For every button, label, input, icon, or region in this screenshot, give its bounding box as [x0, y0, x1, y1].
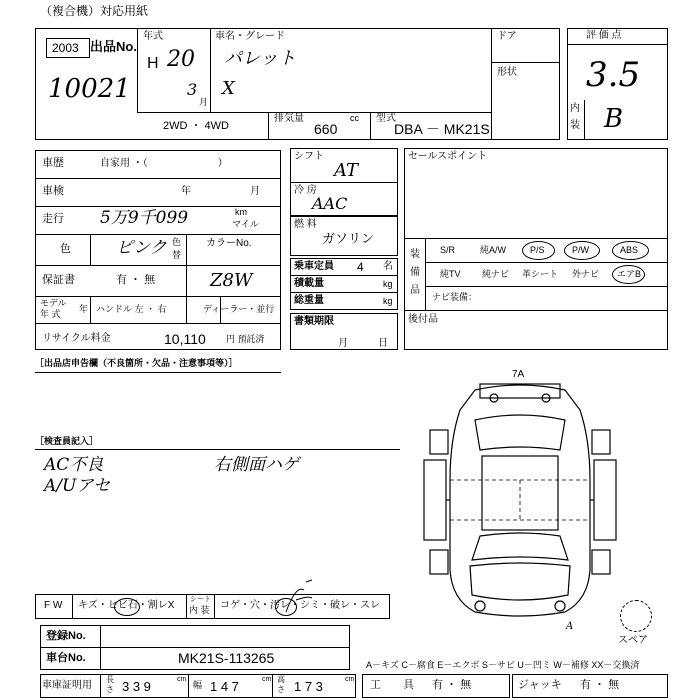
- width-value: 1 4 7: [210, 679, 239, 694]
- capacity-unit: 名: [383, 261, 393, 272]
- month-unit: 月: [199, 97, 209, 107]
- equip-alloy-wheel: 純A/W: [480, 245, 506, 255]
- drive-type: 2WD ・ 4WD: [163, 120, 229, 132]
- shape-label: 形状: [497, 67, 517, 78]
- jack-label: ジャッキ: [518, 679, 562, 691]
- seat-options: コゲ・穴・汚レ・シミ・破レ・スレ: [220, 600, 380, 611]
- rear-panel: [480, 384, 560, 398]
- rear-left-wheel: [430, 430, 448, 454]
- model-year-label-1: モデル: [40, 298, 67, 308]
- equip-navi: 純ナビ: [482, 269, 510, 279]
- displacement-unit: cc: [350, 113, 359, 123]
- jack-options: 有 ・ 無: [580, 679, 620, 691]
- hood: [470, 563, 570, 600]
- warranty-label: 保証書: [42, 274, 75, 286]
- capacity-label: 乗車定員: [294, 261, 334, 272]
- grade-label: 評 価 点: [586, 30, 622, 41]
- rear-window: [475, 415, 565, 450]
- recycle-fee: 10,110: [164, 331, 206, 347]
- lot-stamp-value: 2003: [52, 41, 79, 55]
- interior-grade: B: [604, 104, 624, 134]
- front-left-wheel: [430, 550, 448, 574]
- fuel-value: ガソリン: [322, 231, 375, 246]
- era: H: [147, 55, 159, 72]
- height-unit: cm: [345, 676, 355, 683]
- declaration-label: ［出品店申告欄（不良箇所・欠品・注意事項等）］: [35, 358, 238, 368]
- spare-label: スペア: [618, 635, 648, 646]
- grade-score: 3.5: [586, 55, 641, 95]
- warranty-options: 有 ・ 無: [116, 274, 156, 286]
- windshield: [472, 533, 568, 560]
- color-change-label-2: 替: [172, 250, 182, 260]
- mileage-unit-mile: マイル: [232, 219, 259, 229]
- ac-label: 冷 房: [294, 185, 317, 196]
- shift-label: シフト: [294, 151, 324, 162]
- handle-options: ハンドル 左 ・ 右: [96, 304, 167, 314]
- interior-label-1: 内: [570, 103, 580, 114]
- fw-label: F W: [44, 600, 63, 611]
- pen-scribble: [282, 578, 322, 618]
- tools-label: 工 具: [370, 679, 414, 691]
- rear-right-wheel: [592, 430, 610, 454]
- equip-label-3: 品: [410, 285, 420, 296]
- model-value: DBA － MK21S: [394, 121, 490, 137]
- lot-stamp: [46, 38, 90, 58]
- displacement-value: 660: [314, 121, 338, 137]
- fw-options: キズ・ヒビ石・割レX: [78, 600, 175, 611]
- inspector-note-ac: AC不良: [44, 455, 104, 475]
- lot-number: 10021: [48, 74, 131, 104]
- chassis-label: 車台No.: [46, 652, 86, 664]
- weight-label: 総重量: [294, 295, 324, 306]
- color-no-label: カラーNo.: [206, 238, 252, 249]
- door-label: ドア: [497, 31, 517, 42]
- seat-label-2: 内 装: [189, 605, 210, 615]
- mileage-label: 走行: [42, 213, 64, 225]
- inspector-note-au: A/Uアセ: [44, 476, 111, 496]
- chassis-value: MK21S-113265: [178, 650, 275, 666]
- car-name: パレット: [224, 48, 296, 69]
- history-value: 自家用 ・（ ）: [100, 158, 228, 169]
- car-grade: X: [222, 78, 235, 99]
- model-year-unit: 年: [79, 304, 89, 314]
- capacity-value: 4: [357, 260, 364, 274]
- equip-sunroof: S/R: [440, 245, 456, 255]
- name-label: 車名・グレード: [215, 31, 285, 42]
- recycle-label: リサイクル料金: [42, 333, 111, 344]
- equip-power-window: P/W: [572, 245, 589, 255]
- diagram-bottom-mark: A: [566, 621, 574, 632]
- width-unit: cm: [262, 676, 272, 683]
- left-side-panel: [424, 460, 446, 540]
- sales-point-label: セールスポイント: [408, 151, 488, 162]
- equip-airbag: エアB: [617, 269, 642, 279]
- navi-label: ナビ装備：: [432, 292, 478, 302]
- length-label-2: さ: [106, 685, 114, 694]
- aftermarket-label: 後付品: [408, 314, 438, 325]
- docs-unit: 月 日: [338, 338, 388, 349]
- length-value: 3 3 9: [122, 679, 151, 694]
- model-year-label-2: 年 式: [40, 309, 61, 319]
- tools-options: 有 ・ 無: [432, 679, 472, 691]
- equip-label-1: 装: [410, 249, 420, 260]
- color-value: ピンク: [116, 238, 167, 258]
- front-right-wheel: [592, 550, 610, 574]
- storage-label: 車庫証明用: [42, 680, 92, 691]
- recycle-unit: 円 預託済: [226, 334, 265, 344]
- color-no-value: Z8W: [210, 270, 253, 291]
- shaken-year-unit: 年: [181, 186, 191, 197]
- height-label-2: さ: [277, 685, 285, 694]
- equip-power-steering: P/S: [530, 245, 545, 255]
- weight-unit: kg: [383, 296, 393, 306]
- year-label: 年式: [143, 31, 163, 42]
- shaken-label: 車検: [42, 185, 64, 197]
- width-label: 幅: [193, 680, 203, 690]
- lot-label: 出品No.: [90, 39, 137, 54]
- diagram-top-mark: 7A: [512, 369, 525, 380]
- shaken-month-unit: 月: [250, 186, 260, 197]
- load-unit: kg: [383, 279, 393, 289]
- equip-ext-navi: 外ナビ: [572, 269, 600, 279]
- form-title: （複合機）対応用紙: [40, 4, 149, 18]
- inspector-note-side: 右側面ハゲ: [214, 455, 299, 475]
- year-value: 20: [167, 47, 195, 72]
- color-label: 色: [60, 243, 71, 255]
- dealer-options: ディーラー・並行: [203, 304, 275, 314]
- mileage-unit-km: km: [235, 207, 247, 217]
- equip-tv: 純TV: [440, 269, 461, 279]
- interior-label-2: 装: [570, 120, 580, 131]
- shift-value: AT: [334, 160, 359, 181]
- equip-abs: ABS: [620, 245, 639, 255]
- color-change-label-1: 色: [172, 237, 182, 247]
- docs-label: 書類期限: [294, 316, 334, 327]
- right-side-panel: [594, 460, 616, 540]
- fuel-label: 燃 料: [294, 219, 317, 230]
- circle-mark-fw: [114, 598, 140, 616]
- reg-label: 登録No.: [46, 630, 86, 642]
- height-value: 1 7 3: [294, 679, 323, 694]
- height-label-1: 高: [277, 675, 285, 684]
- seat-label-1: シート: [190, 596, 211, 603]
- length-unit: cm: [177, 676, 187, 683]
- equip-leather: 革シート: [522, 269, 559, 279]
- length-label-1: 長: [106, 675, 114, 684]
- damage-legend: A－キズ C－腐食 E－エクボ S－サビ U－凹ミ W－補修 XX－交換済: [366, 660, 640, 670]
- month-value: 3: [187, 80, 198, 99]
- inspector-label: ［検査員記入］: [35, 436, 99, 446]
- equip-label-2: 備: [410, 267, 420, 278]
- model-label: 型式: [376, 113, 396, 124]
- ac-value: AAC: [312, 194, 348, 213]
- spare-tire-icon: [620, 600, 652, 632]
- displacement-label: 排気量: [274, 113, 304, 124]
- load-label: 積載量: [294, 278, 324, 289]
- mileage-value: 5万9千099: [100, 208, 189, 228]
- history-label: 車歴: [42, 157, 64, 169]
- car-diagram: [420, 380, 620, 620]
